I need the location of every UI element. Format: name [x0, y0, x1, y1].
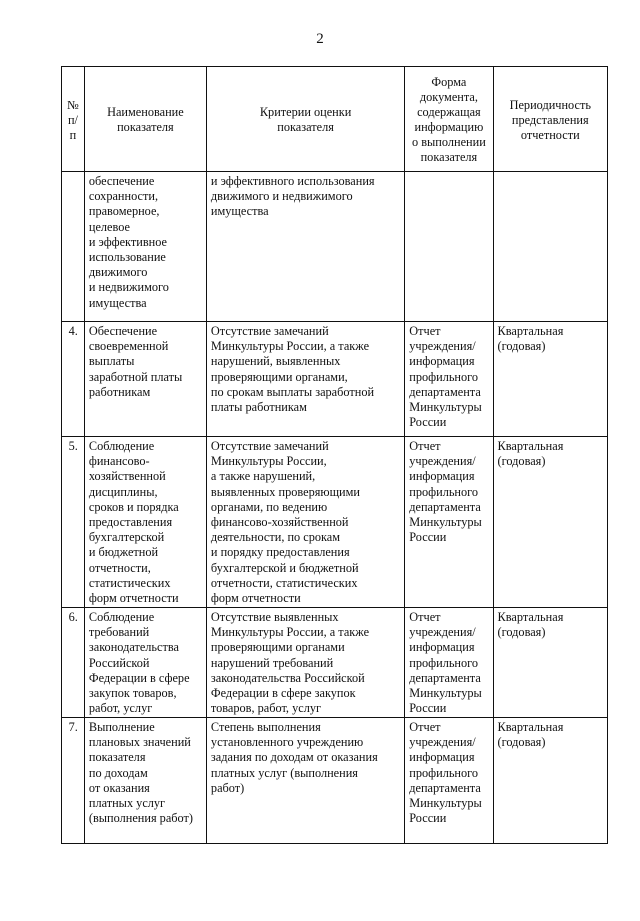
row-period: Квартальная (годовая)	[493, 608, 607, 718]
row-name: Соблюдение требований законодательства Российской Федерации в сфере закупок товаров, работ, услуг	[84, 608, 206, 718]
header-name: Наименование показателя	[84, 67, 206, 172]
row-name: обеспечение сохранности, правомерное, целевое и эффективное использование движимого и недвижимого имущества	[84, 172, 206, 322]
header-num: № п/п	[62, 67, 85, 172]
table-row	[62, 718, 608, 844]
row-form: Отчет учреждения/ информация профильного департамента Минкультуры России	[405, 437, 493, 608]
row-name: Соблюдение финансово- хозяйственной дисциплины, сроков и порядка предоставления бухгалтерской и бюджетной отчетности, статистических форм отчетности	[84, 437, 206, 608]
row-form: Отчет учреждения/ информация профильного департамента Минкультуры России	[405, 608, 493, 718]
table-row	[62, 437, 608, 608]
row-form: Отчет учреждения/ информация профильного департамента Минкультуры России	[405, 322, 493, 437]
row-period	[493, 172, 607, 322]
row-criteria: Отсутствие выявленных Минкультуры России, а также проверяющими органами нарушений требований законодательства Российской Федерации в сфере закупок товаров, работ, услуг	[206, 608, 404, 718]
row-name: Обеспечение своевременной выплаты заработной платы работникам	[84, 322, 206, 437]
indicators-table	[61, 66, 608, 844]
page-number: 2	[316, 31, 324, 47]
row-criteria: Отсутствие замечаний Минкультуры России, а также нарушений, выявленных проверяющими органами, по срокам выплаты заработной платы работникам	[206, 322, 404, 437]
row-criteria: и эффективного использования движимого и недвижимого имущества	[206, 172, 404, 322]
table-row	[62, 608, 608, 718]
row-period: Квартальная (годовая)	[493, 322, 607, 437]
header-criteria: Критерии оценки показателя	[206, 67, 404, 172]
row-num	[62, 172, 85, 322]
row-form: Отчет учреждения/ информация профильного департамента Минкультуры России	[405, 718, 493, 844]
row-num: 5.	[62, 437, 85, 608]
row-name: Выполнение плановых значений показателя по доходам от оказания платных услуг (выполнения работ)	[84, 718, 206, 844]
row-criteria: Отсутствие замечаний Минкультуры России, а также нарушений, выявленных проверяющими органами, по ведению финансово-хозяйственной деятельности, по срокам и порядку предоставления бухгалтерской и бюджетной отчетности, статистических форм отчетности	[206, 437, 404, 608]
table-header-row	[62, 67, 608, 172]
row-criteria: Степень выполнения установленного учреждению задания по доходам от оказания платных услуг (выполнения работ)	[206, 718, 404, 844]
row-num: 6.	[62, 608, 85, 718]
row-period: Квартальная (годовая)	[493, 718, 607, 844]
table-row	[62, 172, 608, 322]
row-num: 4.	[62, 322, 85, 437]
header-form: Форма документа, содержащая информацию о выполнении показателя	[405, 67, 493, 172]
row-period: Квартальная (годовая)	[493, 437, 607, 608]
row-num: 7.	[62, 718, 85, 844]
header-period: Периодичность представления отчетности	[493, 67, 607, 172]
row-form	[405, 172, 493, 322]
table-row	[62, 322, 608, 437]
